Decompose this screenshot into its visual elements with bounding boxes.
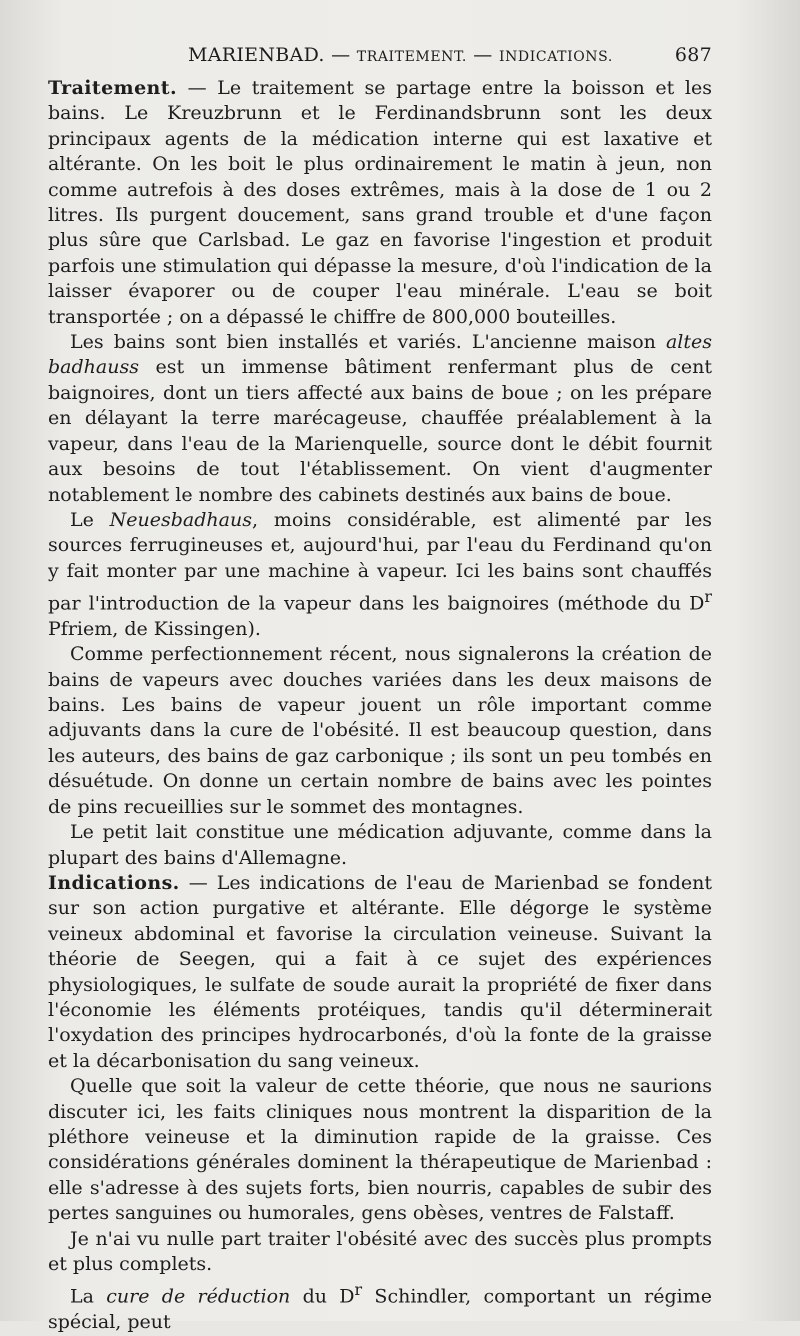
italic-term: altes badhauss xyxy=(48,331,712,379)
paragraph-cure-reduction xyxy=(48,1277,712,1335)
paragraph-neuesbadhaus xyxy=(48,508,712,642)
paragraph-obesite: Je n'ai vu nulle part traiter l'obésité avec des succès plus prompts et plus complets. xyxy=(48,1227,712,1276)
paragraph-text: La xyxy=(70,1285,107,1308)
header-subsection: INDICATIONS. xyxy=(498,49,613,65)
paragraph-text: — Les indications de l'eau de Marienbad se fondent sur son action purgative et altérante. Elle dégorge le système veineux abdominal et favorise la circulation veineuse. Suivant la théorie de Seegen, qui a fait à ce sujet des expériences physiologiques, le sulfate de soude aurait la propriété de fixer dans l'économie les éléments protéiques, tandis qu'il déterminerait l'oxydation des principes hydrocarbonés, d'où la fonte de la graisse et la décarbonisation du sang veineux. xyxy=(48,871,712,1072)
running-header xyxy=(48,44,712,72)
header-running-title: MARIENBAD. xyxy=(188,44,325,66)
paragraph-text: — Le traitement se partage entre la boisson et les bains. Le Kreuzbrunn et le Ferdinandsbrunn sont les deux principaux agents de la médication interne qui est laxative et altérante. On les boit le plus ordinairement le matin à jeun, non comme autrefois à des doses extrêmes, mais à la dose de 1 ou 2 litres. Ils purgent doucement, sans grand trouble et d'une façon plus sûre que Carlsbad. Le gaz en favorise l'ingestion et produit parfois une stimulation qui dépasse la mesure, d'où l'indication de la laisser évaporer ou de couper l'eau minérale. L'eau se boit transportée ; on a dépassé le chiffre de 800,000 bouteilles. xyxy=(48,77,712,328)
header-title xyxy=(188,44,613,66)
italic-term: cure de réduction xyxy=(106,1285,291,1308)
paragraph-text: Schindler, comportant un régime spécial, peut xyxy=(48,1285,712,1334)
header-dash: — xyxy=(324,44,357,66)
section-heading-traitement: Traitement. xyxy=(48,77,177,99)
page-body xyxy=(48,76,712,1336)
paragraph-indications xyxy=(48,871,712,1074)
paragraph-petit-lait: Le petit lait constitue une médication adjuvante, comme dans la plupart des bains d'Allemagne. xyxy=(48,821,712,869)
superscript: r xyxy=(704,587,712,607)
paragraph-vapeurs: Comme perfectionnement récent, nous signalerons la création de bains de vapeurs avec douches variées dans les deux maisons de bains. Les bains de vapeur jouent un rôle important comme adjuvants dans la cure de l'obésité. Il est beaucoup question, dans les auteurs, des bains de gaz carbonique ; ils sont un peu tombés en désuétude. On donne un certain nombre de bains avec les pointes de pins recueillies sur le sommet des montagnes. xyxy=(48,643,712,818)
paragraph-text: Les bains sont bien installés et variés. L'ancienne maison xyxy=(70,331,666,354)
paragraph-text: , moins considérable, est alimenté par les sources ferrugineuses et, aujourd'hui, par l'eau du Ferdinand qu'on y fait monter par une machine à vapeur. Ici les bains sont chauffés par l'introduction de la vapeur dans les baignoires (méthode du D xyxy=(48,508,712,615)
paragraph-text: Pfriem, de Kissingen). xyxy=(48,617,261,640)
superscript: r xyxy=(354,1280,363,1300)
section-heading-indications: Indications. xyxy=(48,871,180,894)
header-section: TRAITEMENT. xyxy=(356,49,467,65)
header-dash: — xyxy=(466,44,499,66)
paragraph-text: du D xyxy=(290,1285,355,1308)
paragraph-theorie: Quelle que soit la valeur de cette théorie, que nous ne saurions discuter ici, les faits cliniques nous montrent la disparition de la pléthore veineuse et la diminution rapide de la graisse. Ces considérations générales dominent la thérapeutique de Marienbad : elle s'adresse à des sujets forts, bien nourris, capables de subir des pertes sanguines ou humorales, gens obèses, ventres de Falstaff. xyxy=(48,1075,712,1225)
paragraph-traitement xyxy=(48,76,712,330)
page-number: 687 xyxy=(674,44,712,66)
paragraph-text: est un immense bâtiment renfermant plus de cent baignoires, dont un tiers affecté aux bains de boue ; on les prépare en délayant la terre marécageuse, chauffée préalablement à la vapeur, dans l'eau de la Marienquelle, source dont le débit fournit aux besoins de tout l'établissement. On vient d'augmenter notablement le nombre des cabinets destinés aux bains de boue. xyxy=(48,356,712,506)
italic-term: Neuesbadhaus xyxy=(109,508,252,531)
paragraph-bains xyxy=(48,330,712,508)
paragraph-text: Le xyxy=(70,508,110,531)
